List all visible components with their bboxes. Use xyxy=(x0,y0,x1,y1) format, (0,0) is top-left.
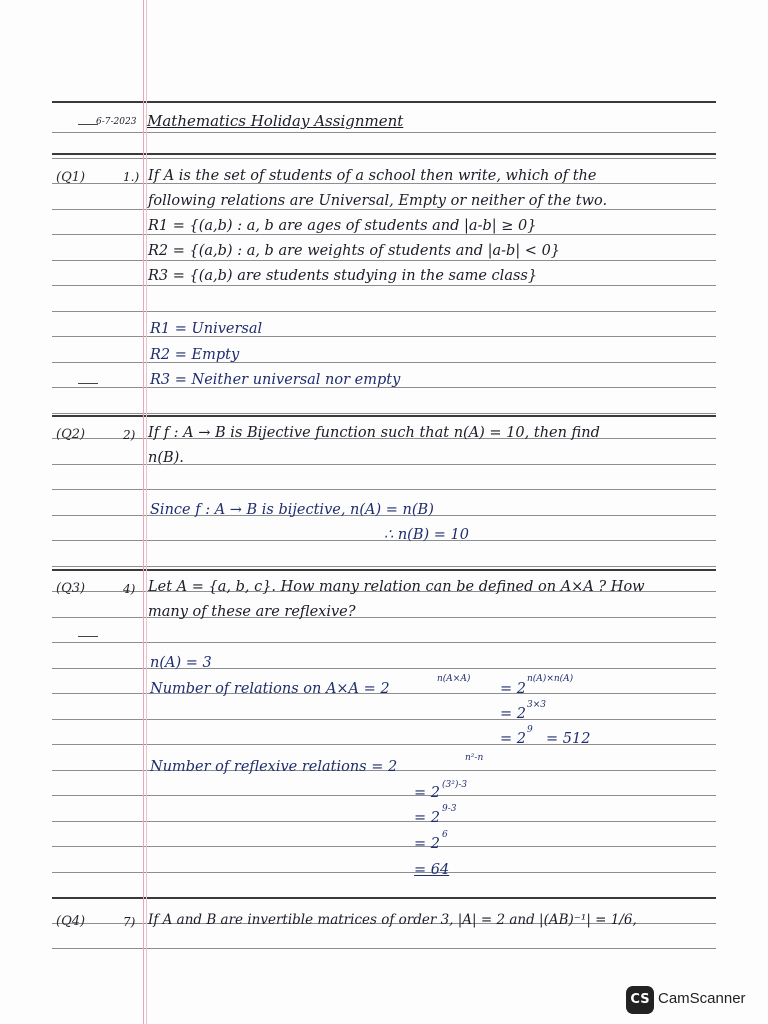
ruled-line xyxy=(52,260,716,261)
section-divider xyxy=(52,101,716,103)
question-text-line: R3 = {(a,b) are students studying in the same class} xyxy=(148,268,538,284)
answer-line: = 2 xyxy=(414,836,440,852)
section-divider xyxy=(52,153,716,155)
answer-line: = 512 xyxy=(546,731,591,747)
question-text-line: If A and B are invertible matrices of order 3, |A| = 2 and |(AB)⁻¹| = 1/6, xyxy=(148,912,637,928)
exponent: 3×3 xyxy=(527,700,546,710)
ruled-line xyxy=(52,642,716,643)
camscanner-watermark: CamScanner xyxy=(658,990,746,1007)
answer-line: = 2 xyxy=(414,785,440,801)
answer-line: ∴ n(B) = 10 xyxy=(384,527,469,543)
ruled-line xyxy=(52,209,716,210)
section-divider xyxy=(52,897,716,899)
answer-line: = 2 xyxy=(500,706,526,722)
answer-line: Number of reflexive relations = 2 xyxy=(150,759,398,775)
question-text-line: following relations are Universal, Empty or neither of the two. xyxy=(148,193,608,209)
answer-line: Since f : A → B is bijective, n(A) = n(B) xyxy=(150,502,434,518)
ruled-line xyxy=(52,285,716,286)
question-text-line: Let A = {a, b, c}. How many relation can be defined on A×A ? How xyxy=(148,579,645,595)
margin-line xyxy=(143,0,144,1024)
ruled-line xyxy=(52,311,716,312)
question-text-line: If f : A → B is Bijective function such that n(A) = 10, then find xyxy=(148,425,600,441)
exponent: 6 xyxy=(442,830,448,840)
answer-line: R1 = Universal xyxy=(150,321,263,337)
question-number: 2) xyxy=(123,428,136,442)
section-divider xyxy=(52,569,716,571)
exponent: (3²)-3 xyxy=(442,780,468,790)
question-number: 4) xyxy=(123,582,136,596)
exponent: 9 xyxy=(527,725,533,735)
ruled-line xyxy=(52,158,716,159)
answer-line: n(A) = 3 xyxy=(150,655,212,671)
question-text-line: many of these are reflexive? xyxy=(148,604,356,620)
camscanner-logo-icon: CS xyxy=(626,986,654,1014)
answer-line: R2 = Empty xyxy=(150,347,240,363)
ruled-line xyxy=(52,234,716,235)
ruled-line xyxy=(52,744,716,745)
header-title: Mathematics Holiday Assignment xyxy=(147,112,404,130)
question-number: 7) xyxy=(123,915,136,929)
ruled-line xyxy=(52,795,716,796)
margin-dash xyxy=(78,636,98,637)
ruled-line xyxy=(52,821,716,822)
ruled-line xyxy=(52,948,716,949)
question-label: (Q3) xyxy=(56,581,86,596)
exponent: 9-3 xyxy=(442,804,457,814)
question-label: (Q2) xyxy=(56,427,86,442)
ruled-line xyxy=(52,566,716,567)
margin-line-secondary xyxy=(146,0,147,1024)
question-label: (Q1) xyxy=(56,170,86,185)
ruled-line xyxy=(52,413,716,414)
header-date: 6-7-2023 xyxy=(96,117,137,127)
question-label: (Q4) xyxy=(56,914,86,929)
question-text-line: R1 = {(a,b) : a, b are ages of students and |a-b| ≥ 0} xyxy=(148,218,537,234)
header-dash xyxy=(78,124,98,125)
answer-line: Number of relations on A×A = 2 xyxy=(150,681,390,697)
answer-line: = 64 xyxy=(414,862,450,878)
question-text-line: n(B). xyxy=(148,450,184,466)
question-text-line: If A is the set of students of a school then write, which of the xyxy=(148,168,597,184)
answer-line: = 2 xyxy=(500,681,526,697)
ruled-line xyxy=(52,132,716,133)
ruled-line xyxy=(52,489,716,490)
answer-line: = 2 xyxy=(414,810,440,826)
exponent: n(A×A) xyxy=(437,674,471,684)
exponent: n(A)×n(A) xyxy=(527,674,574,684)
question-number: 1.) xyxy=(123,170,140,184)
exponent: n²-n xyxy=(465,753,484,763)
question-text-line: R2 = {(a,b) : a, b are weights of students and |a-b| < 0} xyxy=(148,243,561,259)
ruled-line xyxy=(52,872,716,873)
ruled-line xyxy=(52,846,716,847)
answer-line: = 2 xyxy=(500,731,526,747)
answer-line: R3 = Neither universal nor empty xyxy=(150,372,401,388)
section-divider xyxy=(52,415,716,417)
ruled-line xyxy=(52,719,716,720)
margin-dash xyxy=(78,383,98,384)
